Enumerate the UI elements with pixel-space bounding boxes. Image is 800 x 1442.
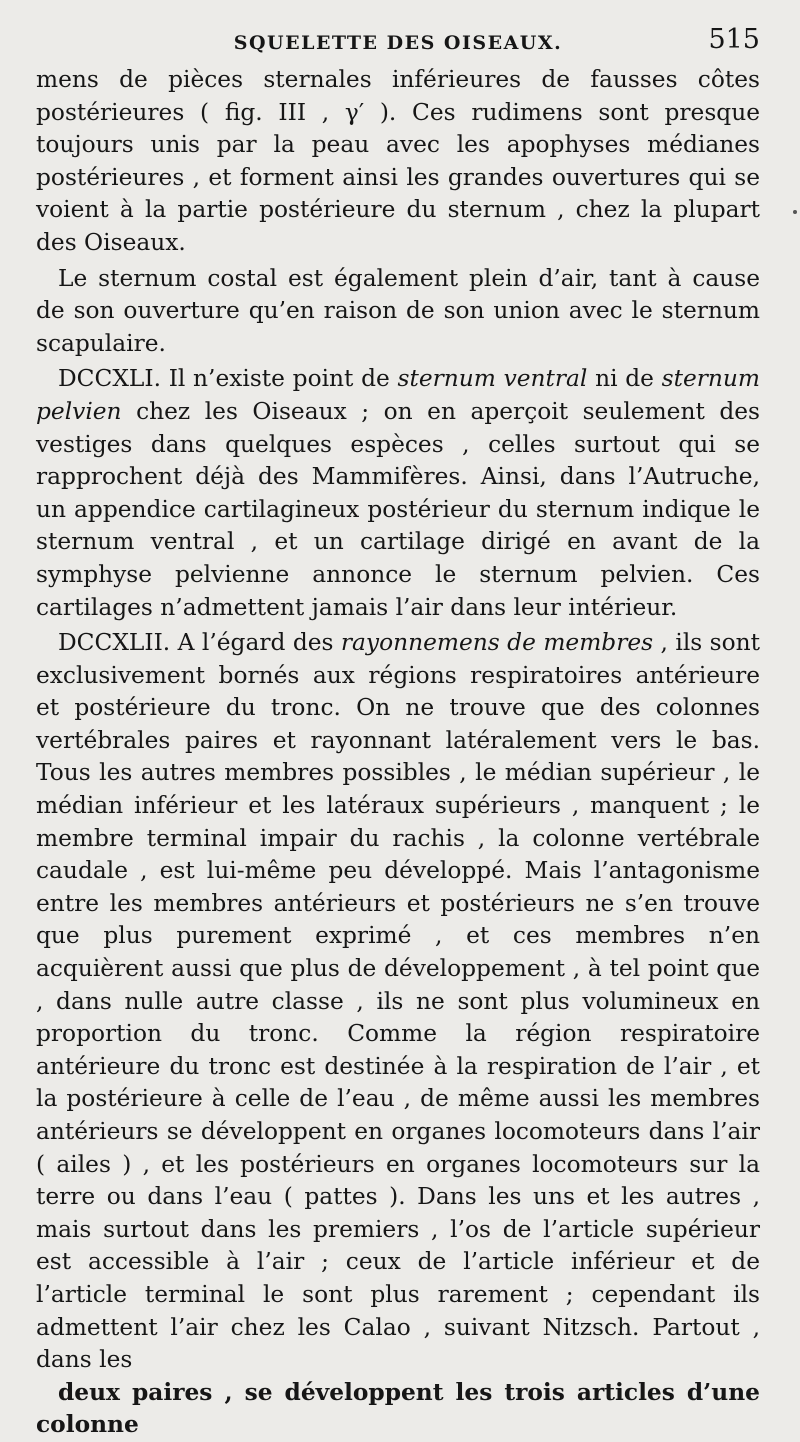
text-segment: mens de pièces sternales inférieures de fausses côtes postérieures ( fig. III , γ′ ). Ces rudimens sont presque toujours unis par la peau avec les apophyses médianes postérieures , et forment ainsi les grandes ouvertures qui se voient à la partie postérieure du sternum , chez la plupart des Oiseaux. bbox=[36, 66, 760, 256]
text-segment: Le sternum costal est également plein d’air, tant à cause de son ouverture qu’en raison de son union avec le sternum scapulaire. bbox=[36, 264, 760, 357]
paragraph-1 bbox=[36, 64, 760, 260]
paragraph-3 bbox=[36, 363, 760, 624]
paragraph-4 bbox=[36, 627, 760, 1442]
paragraph-2 bbox=[36, 263, 760, 361]
text-segment: chez les Oiseaux ; on en aperçoit seulement des vestiges dans quelques espèces , celles surtout qui se rapprochent déjà des Mammifères. Ainsi, dans l’Autruche, un appendice cartilagineux postérieur du sternum indique le sternum ventral , et un cartilage dirigé en avant de la symphyse pelvienne annonce le sternum pelvien. Ces cartilages n’admettent jamais l’air dans leur intérieur. bbox=[36, 397, 760, 621]
last-line: deux paires , se développent les trois articles d’une colonne bbox=[36, 1378, 760, 1439]
text-segment: ni de bbox=[587, 365, 662, 393]
page-number: 515 bbox=[708, 24, 760, 55]
text-segment: DCCXLI. Il n’existe point de bbox=[58, 365, 398, 393]
page-header bbox=[36, 20, 760, 64]
running-head: SQUELETTE DES OISEAUX. bbox=[233, 32, 563, 54]
italic-term: rayonnemens de membres bbox=[340, 629, 654, 657]
print-speck bbox=[793, 210, 797, 214]
body-text bbox=[36, 64, 760, 1442]
italic-term: sternum pelvien bbox=[36, 365, 760, 425]
text-segment: DCCXLII. A l’égard des bbox=[58, 629, 341, 657]
text-segment: , ils sont exclusivement bornés aux régions respiratoires antérieure et postérieure du tronc. On ne trouve que des colonnes vertébrales paires et rayonnant latéralement vers le bas. Tous les autres membres possibles , le médian supérieur , le médian inférieur et les latéraux supérieurs , manquent ; le membre terminal impair du rachis , la colonne vertébrale caudale , est lui-même peu développé. Mais l’antagonisme entre les membres antérieurs et postérieurs ne s’en trouve que plus purement exprimé , et ces membres n’en acquièrent aussi que plus de développement , à tel point que , dans nulle autre classe , ils ne sont plus volumineux en proportion du tronc. Comme la région respiratoire antérieure du tronc est destinée à la respiration de l’air , et la postérieure à celle de l’eau , de même aussi les membres antérieurs se développent en organes locomoteurs dans l’air ( ailes ) , et les postérieurs en organes locomoteurs sur la terre ou dans l’eau ( pattes ). Dans les uns et les autres , mais surtout dans les premiers , l’os de l’article supérieur est accessible à l’air ; ceux de l’article inférieur et de l’article terminal le sont plus rarement ; cependant ils admettent l’air chez les Calao , suivant Nitzsch. Partout , dans les bbox=[36, 629, 761, 1374]
italic-term: sternum ventral bbox=[397, 365, 588, 393]
